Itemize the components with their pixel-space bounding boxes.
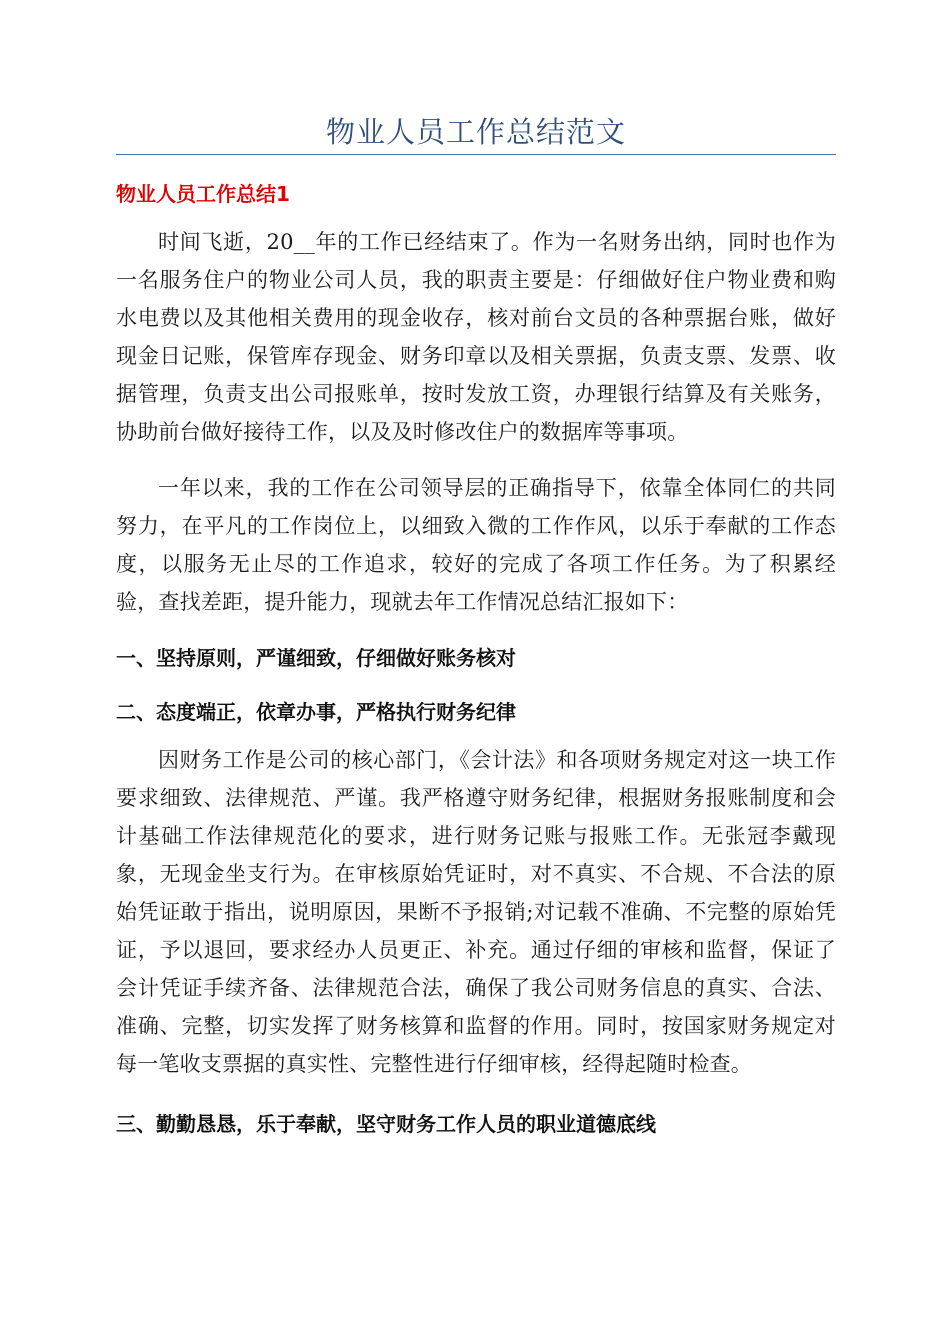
subheading-2: 二、态度端正，依章办事，严格执行财务纪律 <box>116 700 516 724</box>
subheading-3: 三、勤勤恳恳，乐于奉献，坚守财务工作人员的职业道德底线 <box>116 1112 656 1136</box>
paragraph-intro: 时间飞逝，20__年的工作已经结束了。作为一名财务出纳，同时也作为一名服务住户的物业公司人员，我的职责主要是：仔细做好住户物业费和购水电费以及其他相关费用的现金收存，核对前台文员的各种票据台账，做好现金日记账，保管库存现金、财务印章以及相关票据，负责支票、发票、收据管理，负责支出公司报账单，按时发放工资，办理银行结算及有关账务，协助前台做好接待工作，以及及时修改住户的数据库等事项。 <box>116 230 836 444</box>
title-underline <box>116 154 836 155</box>
subheading-1: 一、坚持原则，严谨细致，仔细做好账务核对 <box>116 646 516 670</box>
section-heading: 物业人员工作总结1 <box>116 182 290 206</box>
paragraph-overview: 一年以来，我的工作在公司领导层的正确指导下，依靠全体同仁的共同努力，在平凡的工作岗位上，以细致入微的工作作风，以乐于奉献的工作态度，以服务无止尽的工作追求，较好的完成了各项工作任务。为了积累经验，查找差距，提升能力，现就去年工作情况总结汇报如下： <box>116 476 836 614</box>
paragraph-discipline: 因财务工作是公司的核心部门，《会计法》和各项财务规定对这一块工作要求细致、法律规范、严谨。我严格遵守财务纪律，根据财务报账制度和会计基础工作法律规范化的要求，进行财务记账与报账工作。无张冠李戴现象，无现金坐支行为。在审核原始凭证时，对不真实、不合规、不合法的原始凭证敢于指出，说明原因，果断不予报销;对记载不准确、不完整的原始凭证，予以退回，要求经办人员更正、补充。通过仔细的审核和监督，保证了会计凭证手续齐备、法律规范合法，确保了我公司财务信息的真实、合法、准确、完整，切实发挥了财务核算和监督的作用。同时，按国家财务规定对每一笔收支票据的真实性、完整性进行仔细审核，经得起随时检查。 <box>116 748 836 1076</box>
document-title: 物业人员工作总结范文 <box>325 115 626 149</box>
document-page <box>116 0 836 1139</box>
